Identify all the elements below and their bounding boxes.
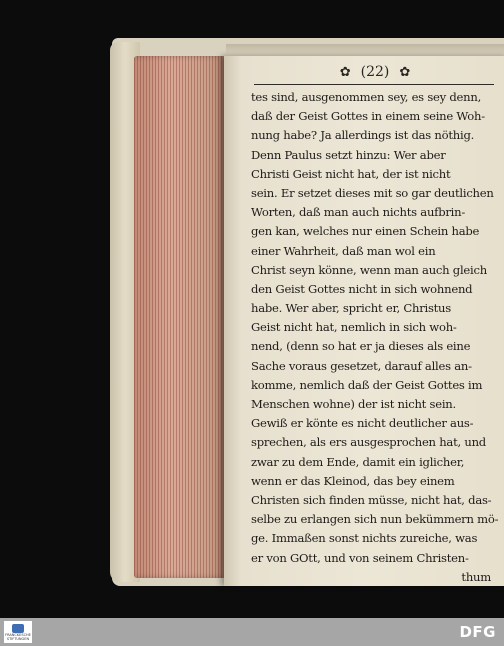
page-top-edge xyxy=(226,44,504,56)
text-line: tes sind, ausgenommen sey, es sey denn, xyxy=(251,90,482,104)
text-line: daß der Geist Gottes in einem seine Woh- xyxy=(251,109,485,124)
text-line: wenn er das Kleinod, das bey einem xyxy=(251,473,455,488)
catchword: thum xyxy=(461,569,491,584)
header-rule xyxy=(254,84,494,85)
text-line: sein. Er setzet dieses mit so gar deutlichen xyxy=(251,185,494,200)
text-line: zwar zu dem Ende, damit ein iglicher, xyxy=(251,454,465,469)
text-line: Sache voraus gesetzet, darauf alles an- xyxy=(251,358,472,373)
text-line: sprechen, als ers ausgesprochen hat, und xyxy=(251,435,486,450)
text-line: Christ seyn könne, wenn man auch gleich xyxy=(251,262,487,277)
text-line: Menschen wohne) der ist nicht sein. xyxy=(251,397,456,411)
text-line: nend, (denn so hat er ja dieses als eine xyxy=(251,339,471,354)
viewer-footer xyxy=(0,618,504,646)
text-line: Worten, daß man auch nichts aufbrin- xyxy=(251,205,466,220)
text-line: ge. Immaßen sonst nichts zureiche, was xyxy=(251,531,478,546)
institution-logo[interactable] xyxy=(4,621,32,643)
text-line: einer Wahrheit, daß man wol ein xyxy=(251,243,436,258)
page-block-edge xyxy=(134,56,226,578)
ornament-right-icon: ✿ xyxy=(399,64,411,80)
page-header xyxy=(250,62,500,82)
text-line: selbe zu erlangen sich nun bekümmern mö- xyxy=(251,512,499,527)
text-line: Gewiß er könte es nicht deutlicher aus- xyxy=(251,416,474,431)
text-line: Christen sich finden müsse, nicht hat, das- xyxy=(251,492,492,507)
text-line: Geist nicht hat, nemlich in sich woh- xyxy=(251,320,457,335)
text-line: Denn Paulus setzt hinzu: Wer aber xyxy=(251,147,446,162)
text-line: er von GOtt, und von seinem Christen- xyxy=(251,550,469,565)
text-line: Christi Geist nicht hat, der ist nicht xyxy=(251,166,451,181)
text-line: gen kan, welches nur einen Schein habe xyxy=(251,224,480,239)
logo-text: FRANCKESCHE STIFTUNGEN xyxy=(5,632,31,641)
page-number: (22) xyxy=(360,64,390,80)
ornament-left-icon: ✿ xyxy=(339,64,351,80)
text-line: den Geist Gottes nicht in sich wohnend xyxy=(251,281,473,296)
page-text xyxy=(251,88,499,587)
dfg-logo[interactable]: DFG xyxy=(459,623,496,641)
logo-mark-icon xyxy=(12,624,24,633)
text-line: habe. Wer aber, spricht er, Christus xyxy=(251,301,451,316)
text-line: komme, nemlich daß der Geist Gottes im xyxy=(251,377,483,392)
text-line: nung habe? Ja allerdings ist das nöthig. xyxy=(251,128,475,143)
